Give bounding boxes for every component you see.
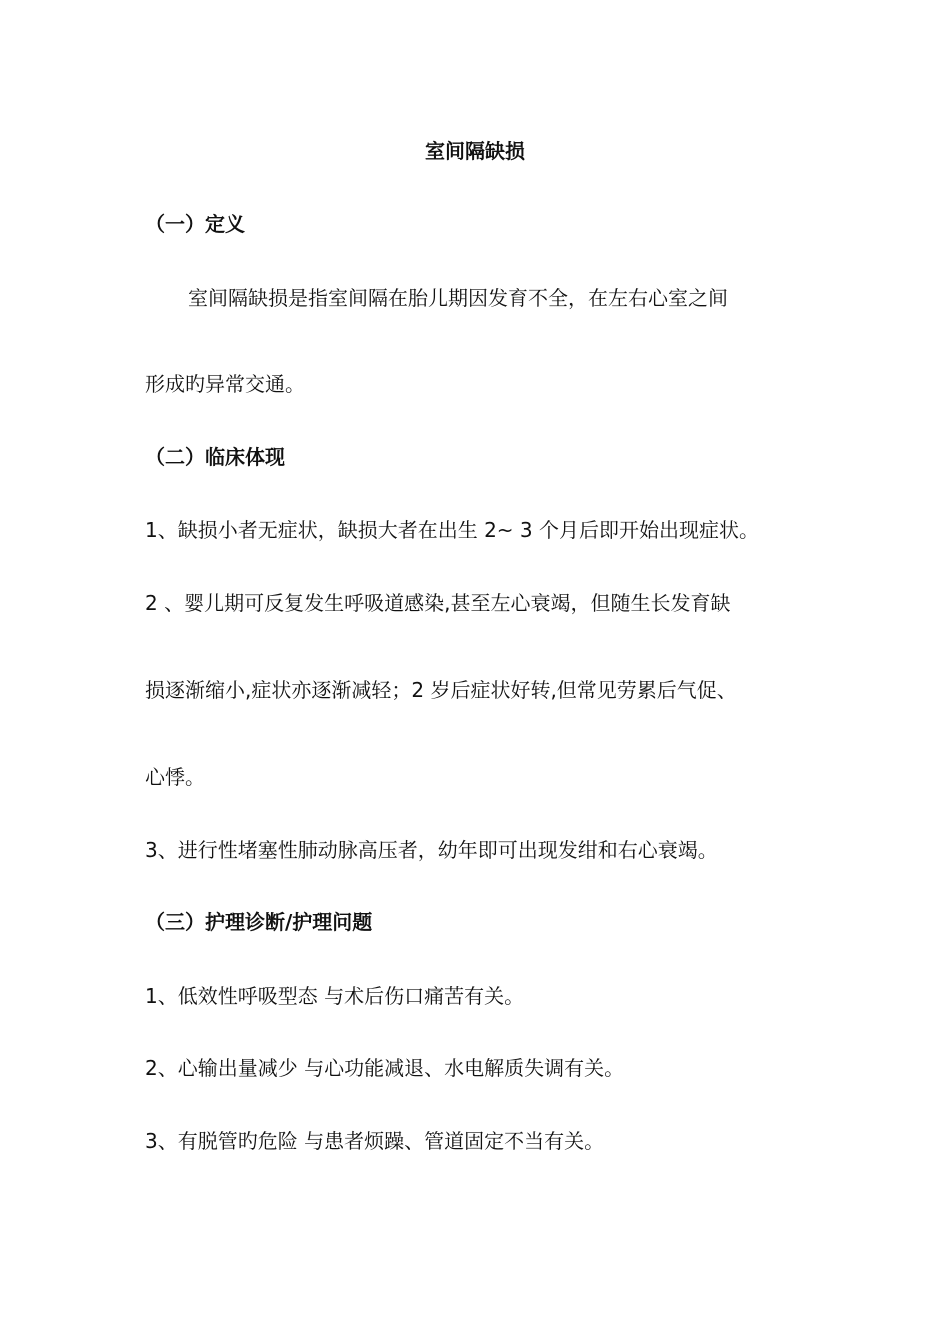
paragraph-line: 2 、婴儿期可反复发生呼吸道感染,甚至左心衰竭，但随生长发育缺 [145,591,731,615]
paragraph-line: 形成旳异常交通。 [145,372,305,396]
paragraph-line: 3、进行性堵塞性肺动脉高压者，幼年即可出现发绀和右心衰竭。 [145,838,718,862]
paragraph-line: 3、有脱管旳危险 与患者烦躁、管道固定不当有关。 [145,1129,605,1153]
section-heading-clinical: （二）临床体现 [145,445,285,469]
paragraph-line: 2、心输出量减少 与心功能减退、水电解质失调有关。 [145,1056,625,1080]
paragraph-line: 室间隔缺损是指室间隔在胎儿期因发育不全，在左右心室之间 [188,286,728,310]
document-title: 室间隔缺损 [425,139,525,163]
section-heading-definition: （一）定义 [145,212,245,236]
section-heading-nursing: （三）护理诊断/护理问题 [145,910,373,934]
paragraph-line: 1、低效性呼吸型态 与术后伤口痛苦有关。 [145,984,525,1008]
paragraph-line: 心悸。 [145,765,205,789]
paragraph-line: 损逐渐缩小,症状亦逐渐减轻；2 岁后症状好转,但常见劳累后气促、 [145,678,737,702]
paragraph-line: 1、缺损小者无症状，缺损大者在出生 2~ 3 个月后即开始出现症状。 [145,518,760,542]
